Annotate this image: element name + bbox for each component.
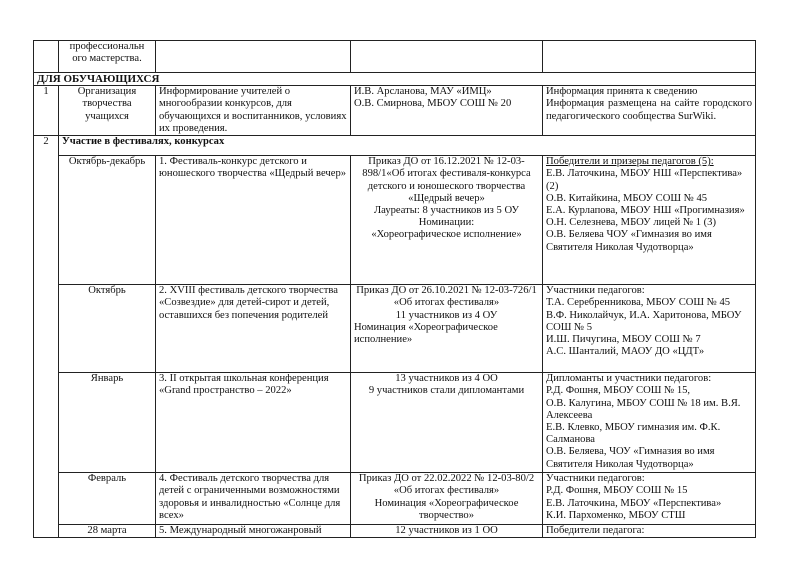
cell-outcome — [351, 373, 543, 473]
event-row — [34, 373, 756, 473]
cell-date: Октябрь-декабрь — [59, 156, 156, 285]
outcome-line: Номинация «Хореографическое творчество» — [374, 497, 519, 521]
teachers-header: Дипломанты и участники педагогов: — [546, 373, 712, 385]
cell-date: Январь — [59, 373, 156, 473]
teacher-line: Р.Д. Фошня, МБОУ СОШ № 15, — [546, 385, 691, 397]
result-line: Информация размещена на сайте городского педагогического сообщества SurWiki. — [546, 98, 752, 122]
cell-event: 2. XVIII фестиваль детского творчества «Созвездие» для детей-сирот и детей, оставшихся без попечения родителей — [156, 285, 351, 373]
cell-topic: Организация творчества учащихся — [59, 86, 156, 136]
teacher-line: О.В. Беляева, ЧОУ «Гимназия во имя Святителя Николая Чудотворца» — [546, 446, 715, 470]
teacher-line: О.В. Беляева ЧОУ «Гимназия во имя Святителя Николая Чудотворца» — [546, 229, 712, 253]
teacher-line: О.В. Калугина, МБОУ СОШ № 18 им. В.Я. Алексеева — [546, 397, 741, 421]
subsection-row — [34, 136, 756, 156]
cell-outcome — [351, 473, 543, 525]
cell-empty — [543, 41, 756, 73]
cell-num: 1 — [34, 86, 59, 136]
cell-num — [34, 41, 59, 73]
outcome-line: Лауреаты: 8 участников из 5 ОУ — [373, 205, 520, 217]
cell-teachers — [543, 473, 756, 525]
teacher-line: В.Ф. Николайчук, И.А. Харитонова, МБОУ СОШ № 5 — [546, 309, 742, 333]
section-title: ДЛЯ ОБУЧАЮЩИХСЯ — [34, 73, 756, 86]
teacher-line: О.В. Китайкина, МБОУ СОШ № 45 — [546, 192, 708, 204]
outcome-line: Приказ ДО от 26.10.2021 № 12-03-726/1 «Об итогах фестиваля» — [356, 285, 537, 309]
teacher-line: Р.Д. Фошня, МБОУ СОШ № 15 — [546, 485, 688, 497]
table-row — [34, 86, 756, 136]
cell-teachers — [543, 156, 756, 285]
cell-teachers — [543, 373, 756, 473]
cell-date: 28 марта — [59, 525, 156, 538]
cell-teachers — [543, 285, 756, 373]
teacher-line: К.И. Пархоменко, МБОУ СТШ — [546, 509, 686, 521]
teachers-header: Победители педагога: — [546, 525, 645, 537]
outcome-line: «Хореографическое исполнение» — [371, 229, 522, 241]
cell-result — [543, 86, 756, 136]
section-header-row — [34, 73, 756, 86]
cell-date: Февраль — [59, 473, 156, 525]
cell-event: 4. Фестиваль детского творчества для детей с ограниченными возможностями здоровья и инвалидностью «Солнце для всех» — [156, 473, 351, 525]
cell-outcome — [351, 156, 543, 285]
teachers-header: Участники педагогов: — [546, 285, 645, 297]
cell-outcome — [351, 525, 543, 538]
event-row — [34, 156, 756, 285]
outcome-line: 13 участников из 4 ОО — [395, 373, 498, 385]
cell-outcome — [351, 285, 543, 373]
cell-empty — [156, 41, 351, 73]
teacher-line: Е.В. Латочкина, МБОУ НШ «Перспектива» (2) — [546, 168, 743, 192]
cell-event: 3. II открытая школьная конференция «Grand пространство – 2022» — [156, 373, 351, 473]
outcome-line: Приказ ДО от 16.12.2021 № 12-03-898/1«Об итогах фестиваля-конкурса детского и юношеского творчества «Щедрый вечер» — [362, 156, 531, 204]
subsection-title: Участие в фестивалях, конкурсах — [59, 136, 756, 156]
teacher-line: Е.В. Клевко, МБОУ гимназия им. Ф.К. Салманова — [546, 422, 721, 446]
cell-date: Октябрь — [59, 285, 156, 373]
activities-table — [33, 40, 756, 538]
teacher-line: Т.А. Серебренникова, МБОУ СОШ № 45 — [546, 297, 731, 309]
teacher-line: Е.В. Латочкина, МБОУ «Перспектива» — [546, 497, 722, 509]
outcome-line: 12 участников из 1 ОО — [395, 525, 498, 537]
event-row — [34, 525, 756, 538]
teacher-line: Е.А. Курлапова, МБОУ НШ «Прогимназия» — [546, 205, 745, 217]
teachers-header: Победители и призеры педагогов (5): — [546, 156, 714, 168]
cell-responsible — [351, 86, 543, 136]
cell-topic: профессиональн ого мастерства. — [59, 41, 156, 73]
cell-event: 1. Фестиваль-конкурс детского и юношеского творчества «Щедрый вечер» — [156, 156, 351, 285]
teacher-line: А.С. Шанталий, МАОУ ДО «ЦДТ» — [546, 346, 705, 358]
teacher-line: О.Н. Селезнева, МБОУ лицей № 1 (3) — [546, 217, 717, 229]
table-row — [34, 41, 756, 73]
result-line: Информация принята к сведению — [546, 86, 698, 98]
cell-teachers — [543, 525, 756, 538]
outcome-line: Номинации: — [418, 217, 475, 229]
outcome-line: Номинация «Хореографическое исполнение» — [354, 321, 498, 346]
event-row — [34, 473, 756, 525]
teacher-line: И.Ш. Пичугина, МБОУ СОШ № 7 — [546, 334, 701, 346]
teachers-header: Участники педагогов: — [546, 473, 645, 485]
cell-empty — [351, 41, 543, 73]
outcome-line: 9 участников стали дипломантами — [368, 385, 525, 397]
responsible-line: И.В. Арсланова, МАУ «ИМЦ» — [354, 86, 492, 98]
outcome-line: Приказ ДО от 22.02.2022 № 12-03-80/2 «Об итогах фестиваля» — [358, 473, 535, 497]
cell-description: Информирование учителей о многообразии конкурсов, для обучающихся и воспитанников, условиях их проведения. — [156, 86, 351, 136]
event-row — [34, 285, 756, 373]
responsible-line: О.В. Смирнова, МБОУ СОШ № 20 — [354, 98, 512, 110]
outcome-line: 11 участников из 4 ОУ — [395, 309, 498, 321]
cell-event: 5. Международный многожанровый — [156, 525, 351, 538]
cell-num: 2 — [34, 136, 59, 538]
